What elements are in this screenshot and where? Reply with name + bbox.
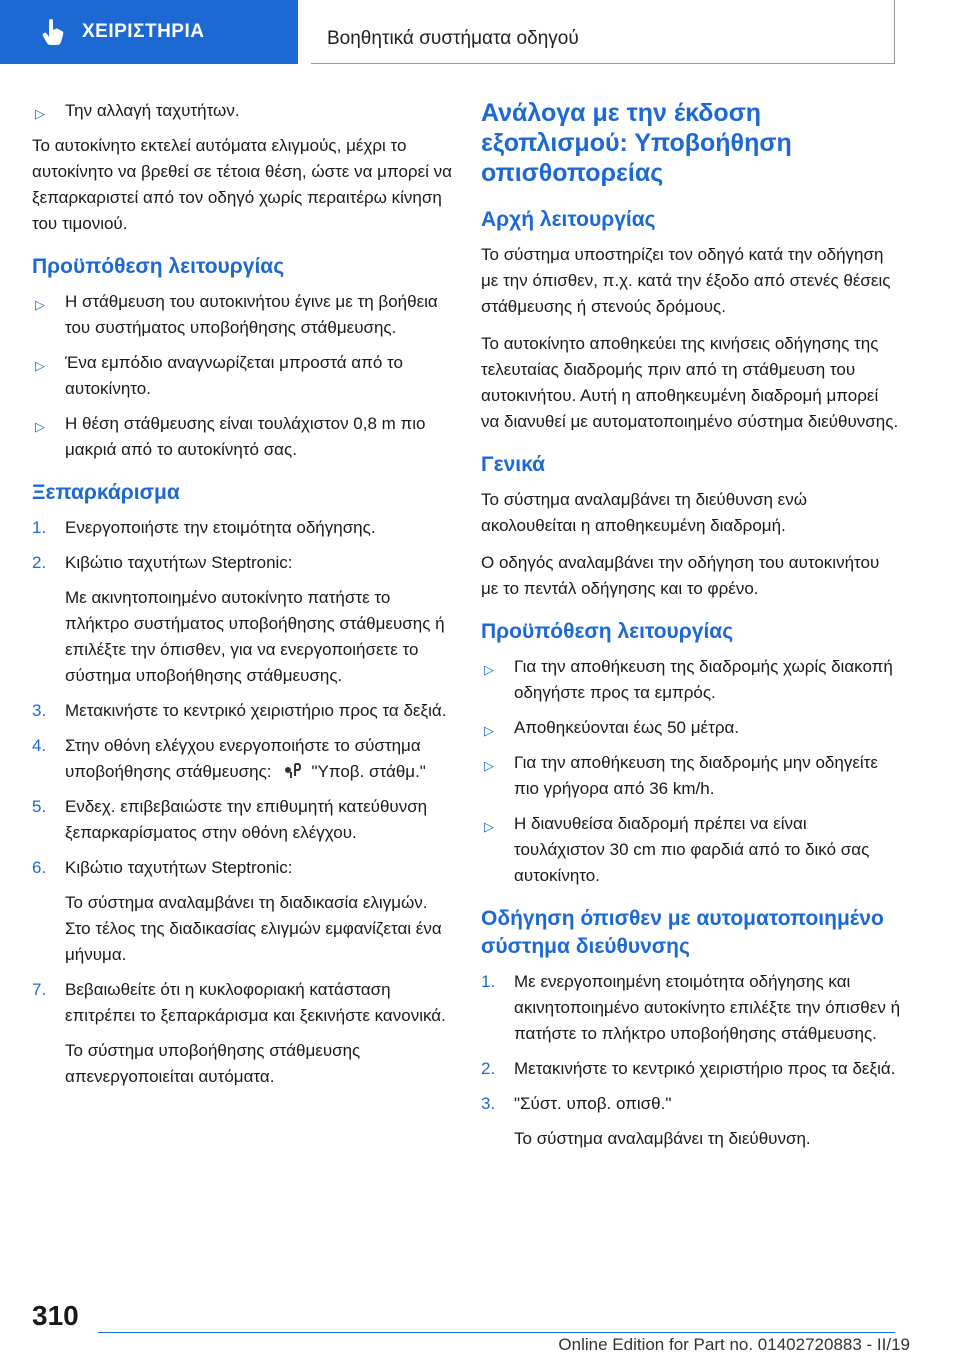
list-item: ▷ Αποθηκεύονται έως 50 μέτρα. bbox=[481, 715, 901, 741]
triangle-right-icon: ▷ bbox=[35, 358, 45, 373]
paragraph: Το αυτοκίνητο αποθηκεύει της κινήσεις οδήγησης της τελευταίας διαδρομής πριν από τη στάθμευση του αυτοκινήτου. Αυτή η αποθηκευμένη διαδρομή μπορεί να διανυθεί με αυτοματοποιημένο σύστημα διεύθυνσης. bbox=[481, 334, 899, 431]
list-item: ▷ Η στάθμευση του αυτοκινήτου έγινε με τη βοήθεια του συστήματος υποβοήθησης στάθμευσης. bbox=[35, 292, 438, 337]
triangle-right-icon: ▷ bbox=[484, 819, 494, 834]
parking-assist-icon bbox=[281, 760, 301, 780]
heading-principle: Αρχή λειτουργίας bbox=[481, 208, 656, 231]
page-number: 310 bbox=[32, 1300, 79, 1331]
paragraph: Το σύστημα υποστηρίζει τον οδηγό κατά την οδήγηση με την όπισθεν, π.χ. κατά την έξοδο από στενές θέσεις στάθμευσης ή στενούς δρόμους. bbox=[481, 245, 891, 316]
step-item: 2. Μετακινήστε το κεντρικό χειριστήριο προς τα δεξιά. bbox=[481, 1059, 896, 1078]
step-item: 3. Μετακινήστε το κεντρικό χειριστήριο προς τα δεξιά. bbox=[32, 701, 447, 720]
step-item: 1. Ενεργοποιήστε την ετοιμότητα οδήγησης. bbox=[32, 518, 376, 537]
triangle-right-icon: ▷ bbox=[484, 662, 494, 677]
footer-divider bbox=[98, 1332, 895, 1333]
chapter-tab bbox=[0, 0, 298, 64]
left-column bbox=[32, 98, 452, 1099]
right-column bbox=[481, 98, 901, 1161]
heading-exit-parking: Ξεπαρκάρισμα bbox=[32, 481, 180, 504]
heading-prerequisite: Προϋπόθεση λειτουργίας bbox=[32, 255, 285, 278]
triangle-right-icon: ▷ bbox=[35, 106, 45, 121]
step-item: 5. Ενδεχ. επιβεβαιώστε την επιθυμητή κατεύθυνση ξεπαρκαρίσματος στην οθόνη ελέγχου. bbox=[32, 797, 428, 842]
paragraph: Το σύστημα αναλαμβάνει τη διεύθυνση ενώ ακολουθείται η αποθηκευμένη διαδρομή. bbox=[481, 490, 807, 535]
step-item: 7. Βεβαιωθείτε ότι η κυκλοφοριακή κατάσταση επιτρέπει το ξεπαρκάρισμα και ξεκινήστε κανονικά. bbox=[32, 980, 446, 1025]
list-item: ▷ Για την αποθήκευση της διαδρομής μην οδηγείτε πιο γρήγορα από 36 km/h. bbox=[484, 753, 878, 798]
heading-reverse-assist: Ανάλογα με την έκδοση εξοπλισμού: Υποβοήθηση οπισθοπορείας bbox=[481, 99, 792, 187]
list-item: ▷ Η διανυθείσα διαδρομή πρέπει να είναι τουλάχιστον 30 cm πιο φαρδιά από το δικό σας αυτοκίνητο. bbox=[484, 814, 870, 885]
paragraph: Ο οδηγός αναλαμβάνει την οδήγηση του αυτοκινήτου με το πεντάλ οδήγησης και το φρένο. bbox=[481, 553, 880, 598]
triangle-right-icon: ▷ bbox=[35, 419, 45, 434]
step-item: 1. Με ενεργοποιημένη ετοιμότητα οδήγησης και ακινητοποιημένο αυτοκίνητο επιλέξτε την όπισθεν ή πατήστε το πλήκτρο υποβοήθησης στάθμευσης. bbox=[481, 972, 901, 1043]
step-detail: Το σύστημα αναλαμβάνει τη διαδικασία ελιγμών. Στο τέλος της διαδικασίας ελιγμών εμφανίζεται ένα μήνυμα. bbox=[65, 893, 442, 964]
heading-reverse-driving: Οδήγηση όπισθεν με αυτοματοποιημένο σύστημα διεύθυνσης bbox=[481, 907, 884, 958]
triangle-right-icon: ▷ bbox=[484, 723, 494, 738]
step-detail: Με ακινητοποιημένο αυτοκίνητο πατήστε το πλήκτρο συστήματος υποβοήθησης στάθμευσης ή επιλέξτε την όπισθεν, για να ενεργοποιήσετε το σύστημα υποβοήθησης στάθμευσης. bbox=[65, 588, 445, 685]
step-item: 6. Κιβώτιο ταχυτήτων Steptronic: bbox=[32, 858, 293, 877]
list-item: ▷ Ένα εμπόδιο αναγνωρίζεται μπροστά από το αυτοκίνητο. bbox=[35, 353, 403, 398]
step-item: 3. "Σύστ. υποβ. οπισθ." bbox=[481, 1094, 672, 1113]
section-title: Βοηθητικά συστήματα οδηγού bbox=[327, 28, 579, 49]
triangle-right-icon: ▷ bbox=[35, 297, 45, 312]
step-item: 4. Στην οθόνη ελέγχου ενεργοποιήστε το σύστημα υποβοήθησης στάθμευσης: "Υποβ. στάθμ." bbox=[32, 736, 426, 781]
heading-general: Γενικά bbox=[481, 453, 546, 476]
heading-prerequisite: Προϋπόθεση λειτουργίας bbox=[481, 620, 734, 643]
hand-pointer-icon bbox=[40, 18, 66, 46]
chapter-tab-label: ΧΕΙΡΙΣΤΗΡΙΑ bbox=[82, 21, 205, 42]
paragraph: Το αυτοκίνητο εκτελεί αυτόματα ελιγμούς, μέχρι το αυτοκίνητο να βρεθεί σε τέτοια θέση, ώστε να μπορεί να ξεπαρκαριστεί από τον οδηγό χωρίς περαιτέρω κίνηση του τιμονιού. bbox=[32, 136, 452, 233]
list-item: ▷ Την αλλαγή ταχυτήτων. bbox=[32, 98, 452, 124]
step-item: 2. Κιβώτιο ταχυτήτων Steptronic: bbox=[32, 553, 293, 572]
step-detail: Το σύστημα υποβοήθησης στάθμευσης απενεργοποιείται αυτόματα. bbox=[65, 1041, 361, 1086]
list-item: ▷ Η θέση στάθμευσης είναι τουλάχιστον 0,8 m πιο μακριά από το αυτοκίνητό σας. bbox=[35, 414, 426, 459]
triangle-right-icon: ▷ bbox=[484, 758, 494, 773]
edition-note: Online Edition for Part no. 01402720883 - II/19 bbox=[558, 1335, 910, 1354]
step-detail: Το σύστημα αναλαμβάνει τη διεύθυνση. bbox=[514, 1129, 811, 1148]
list-item: ▷ Για την αποθήκευση της διαδρομής χωρίς διακοπή οδηγήστε προς τα εμπρός. bbox=[484, 657, 893, 702]
